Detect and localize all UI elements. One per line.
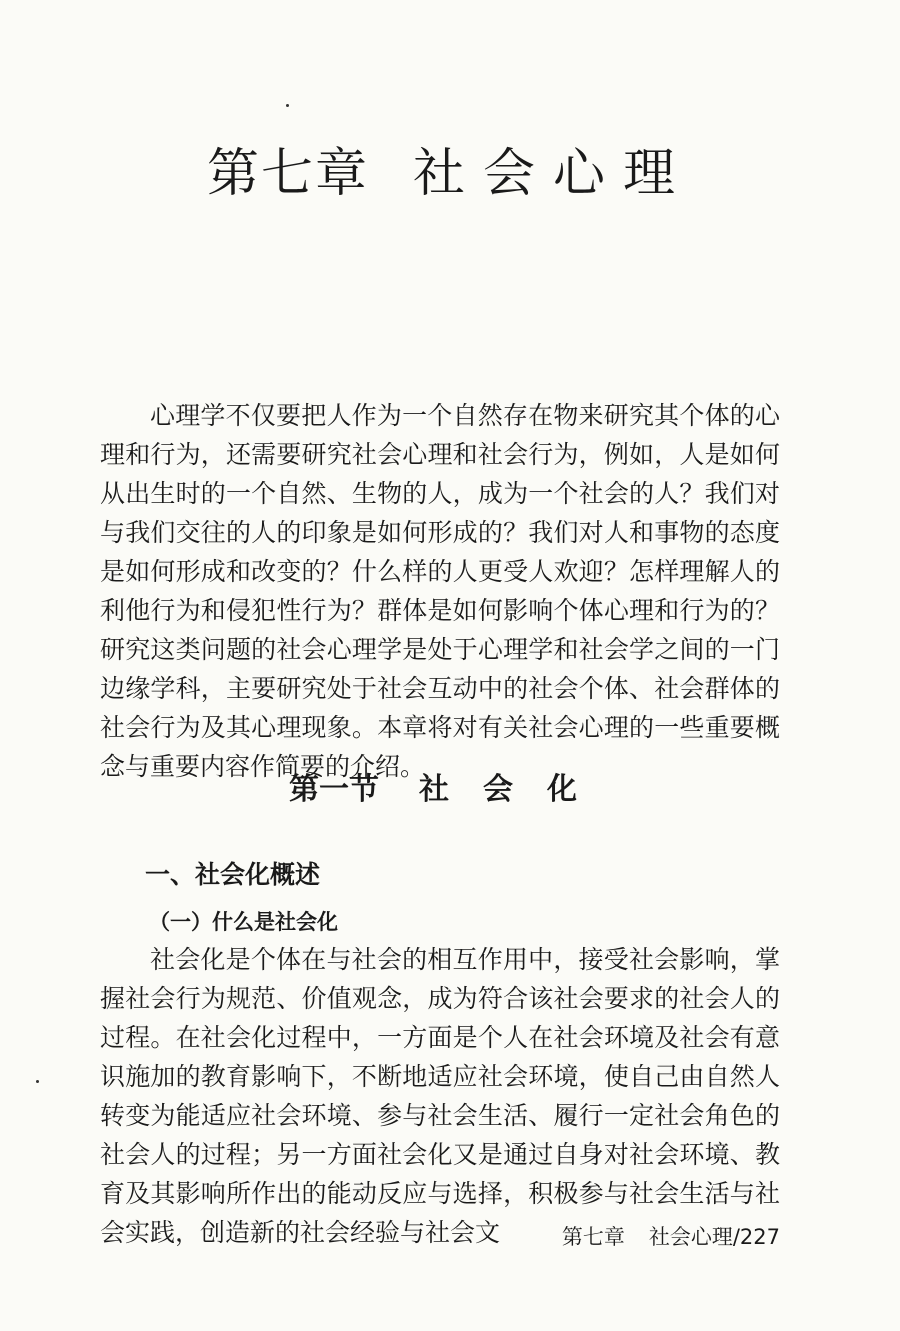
subsection-heading: 一、社会化概述 [145, 860, 321, 889]
print-speck [286, 104, 289, 107]
section-number: 第一节 [289, 772, 379, 807]
section-name: 社会化 [419, 772, 611, 807]
footer-chapter-label: 第七章 [561, 1225, 625, 1249]
chapter-number: 第七章 [206, 144, 369, 204]
body-paragraph: 社会化是个体在与社会的相互作用中，接受社会影响，掌握社会行为规范、价值观念，成为符合该社会要求的社会人的过程。在社会化过程中，一方面是个人在社会环境及社会有意识施加的教育影响下，不断地适应社会环境，使自己由自然人转变为能适应社会环境、参与社会生活、履行一定社会角色的社会人的过程；另一方面社会化又是通过自身对社会环境、教育及其影响所作出的能动反应与选择，积极参与社会生活与社会实践，创造新的社会经验与社会文 [100, 945, 780, 1247]
footer-chapter-title: 社会心理 [648, 1225, 733, 1249]
page-number: /227 [732, 1225, 780, 1249]
intro-paragraph: 心理学不仅要把人作为一个自然存在物来研究其个体的心理和行为，还需要研究社会心理和社会行为，例如，人是如何从出生时的一个自然、生物的人，成为一个社会的人？我们对与我们交往的人的印象是如何形成的？我们对人和事物的态度是如何形成和改变的？什么样的人更受人欢迎？怎样理解人的利他行为和侵犯性行为？群体是如何影响个体心理和行为的？研究这类问题的社会心理学是处于心理学和社会学之间的一门边缘学科，主要研究处于社会互动中的社会个体、社会群体的社会行为及其心理现象。本章将对有关社会心理的一些重要概念与重要内容作简要的介绍。 [100, 401, 780, 781]
chapter-title [0, 142, 900, 206]
print-speck [36, 1080, 39, 1083]
section-title [0, 770, 900, 810]
page-footer [562, 1222, 780, 1252]
chapter-name: 社会心理 [413, 144, 694, 204]
subsubsection-heading: （一）什么是社会化 [149, 910, 338, 934]
